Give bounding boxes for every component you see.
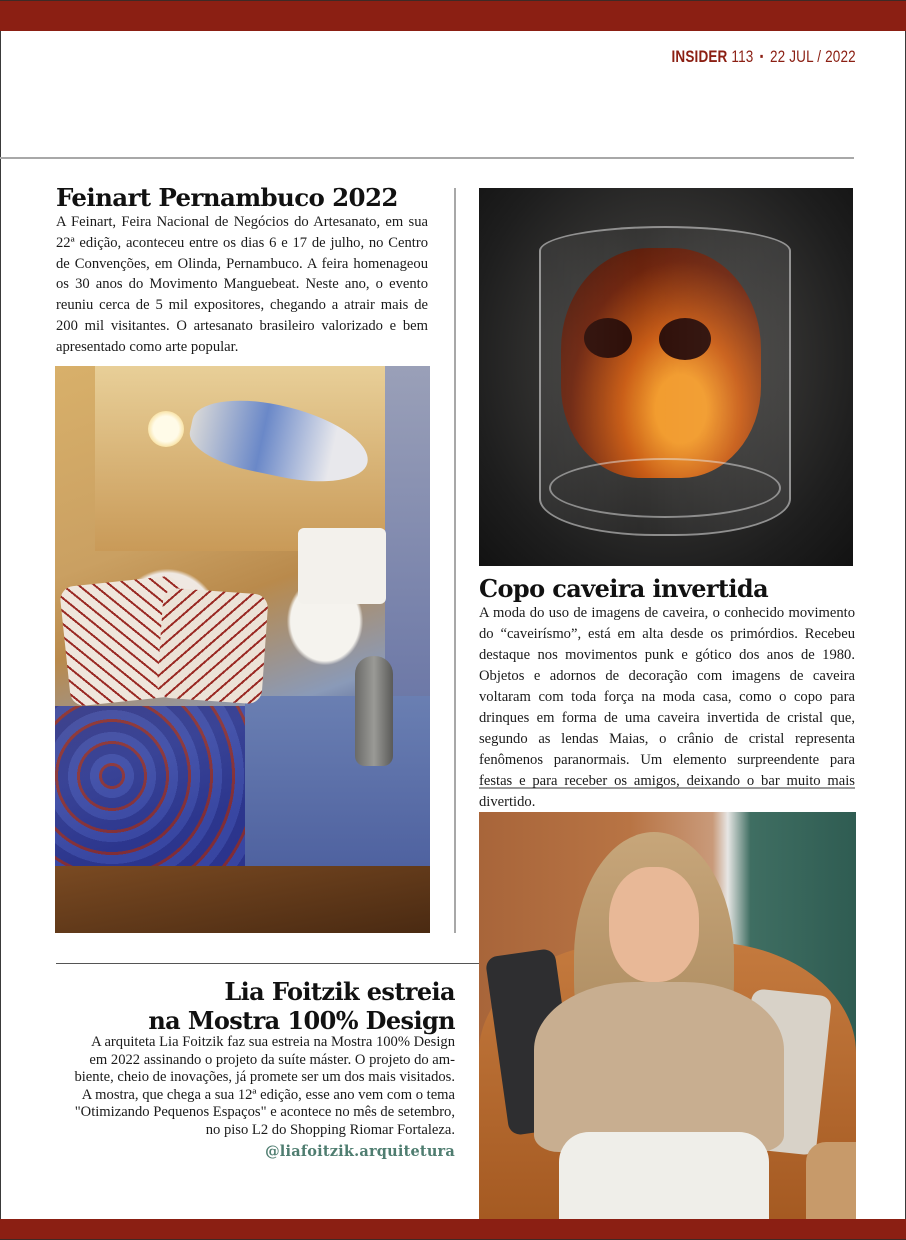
photo-blanket (55, 706, 245, 881)
photo-lia-foitzik (479, 812, 856, 1219)
instagram-handle[interactable]: @liafoitzik.arquitetura (265, 1143, 455, 1160)
bottom-color-band (0, 1219, 906, 1240)
photo-pants (559, 1132, 769, 1219)
photo-hoodie (534, 982, 784, 1152)
photo-skull-glass (479, 188, 853, 566)
article-body-feinart: A Feinart, Feira Nacional de Negócios do Artesanato, em sua 22ª edição, aconteceu entre os dias 6 e 17 de julho, no Centro de Convenções, em Olinda, Pernambuco. A feira homenageou os 30 anos do Movimento Manguebeat. Neste ano, o evento reuniu cerca de 5 mil expositores, chegando a atrair mais de 200 mil visitantes. O artesanato brasileiro valorizado e bem apresentado como arte popular. (56, 214, 428, 355)
top-color-band (0, 0, 906, 31)
issue-number: 113 (731, 48, 754, 66)
photo-vase (355, 656, 393, 766)
vertical-column-divider (454, 188, 456, 933)
body-line: biente, cheio de inovações, já promete ser um dos mais visitados. (74, 1069, 455, 1086)
photo-glass-base (549, 458, 781, 518)
photo-feinart-bedroom (55, 366, 430, 933)
title-line-2: na Mostra 100% Design (148, 1005, 455, 1035)
photo-lamp-bulb (148, 411, 184, 447)
horizontal-divider-top (0, 157, 854, 159)
title-line-1: Lia Foitzik estreia (224, 977, 455, 1006)
body-line: em 2022 assinando o projeto da suíte máster. O projeto do am- (89, 1051, 455, 1068)
article-title-skull-cup: Copo caveira invertida (479, 574, 769, 603)
article-title-feinart: Feinart Pernambuco 2022 (56, 183, 398, 212)
article-body-lia-foitzik (35, 1034, 455, 1140)
page-border-left (0, 0, 1, 1240)
photo-bed-frame (55, 866, 430, 933)
separator-square-icon: ▪ (760, 49, 764, 63)
article-title-lia-foitzik (148, 978, 455, 1035)
body-line: A mostra, que chega a sua 12ª edição, esse ano vem com o tema (81, 1086, 455, 1103)
horizontal-divider-left (56, 963, 479, 964)
body-line: "Otimizando Pequenos Espaços" e acontece no mês de setembro, (74, 1104, 455, 1121)
issue-date: 22 JUL / 2022 (770, 48, 856, 66)
body-line: A arquiteta Lia Foitzik faz sua estreia na Mostra 100% Design (91, 1034, 455, 1050)
magazine-brand: INSIDER (671, 48, 728, 66)
photo-side-table (245, 696, 430, 866)
article-body-skull-cup: A moda do uso de imagens de caveira, o conhecido movimento do “caveirísmo”, está em alta desde os primórdios. Recebeu destaque nos movimentos punk e gótico dos anos de 1980. Objetos e adornos de decoração com imagens de caveira voltaram com toda força na moda casa, como o copo para drinques em forma de uma caveira invertida de cristal que, segundo as lendas Maias, o crânio de cristal representa fenômenos paranormais. Um elemento surpreendente para festas e para receber os amigos, deixando o bar muito mais divertido. (479, 605, 855, 810)
photo-face (609, 867, 699, 982)
photo-cork-table (806, 1142, 856, 1219)
issue-header (672, 48, 856, 67)
photo-pillow (156, 587, 268, 704)
photo-lampshade (298, 528, 386, 604)
body-line: no piso L2 do Shopping Riomar Fortaleza. (205, 1121, 455, 1138)
